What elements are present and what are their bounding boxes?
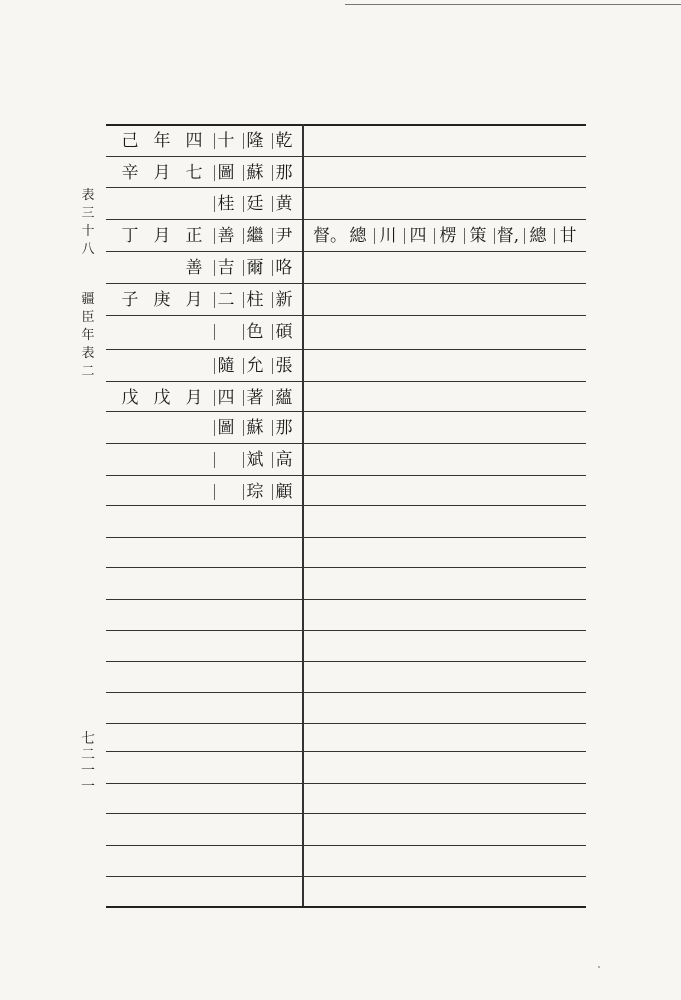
name-cell <box>116 253 144 283</box>
name-cell <box>116 317 144 347</box>
name-cell: 四 <box>185 131 203 151</box>
name-cell: 吉 <box>212 253 240 283</box>
office-cell: 甘 <box>553 221 583 251</box>
ruled-line <box>106 537 586 538</box>
name-cell: 允 <box>241 351 269 381</box>
name-cell <box>116 413 144 443</box>
ruled-line <box>106 845 586 846</box>
name-cell: 桂 <box>212 189 240 219</box>
name-cell: 咯 <box>270 253 298 283</box>
ruled-line <box>106 876 586 877</box>
name-cell: 年 <box>153 131 171 151</box>
name-cell: 蘇 <box>241 413 269 443</box>
name-cell <box>148 189 176 219</box>
name-cell <box>116 351 144 381</box>
ruled-line <box>106 283 586 284</box>
office-cell: 川 <box>373 221 403 251</box>
name-cell: 正 <box>185 226 203 246</box>
side-subtitle: 疆 臣 年 表 二 <box>81 292 95 379</box>
name-cell: 新 <box>270 285 298 315</box>
name-cell <box>116 477 144 507</box>
ruled-line <box>106 381 586 382</box>
name-cell: 高 <box>270 445 298 475</box>
name-cell <box>212 317 240 347</box>
name-cell <box>148 351 176 381</box>
name-cell <box>180 445 208 475</box>
name-cell: 那 <box>270 413 298 443</box>
name-cell: 色 <box>241 317 269 347</box>
name-cell <box>116 445 144 475</box>
ruled-line <box>106 349 586 350</box>
ruled-line <box>106 723 586 724</box>
office-cell: 總 <box>349 226 367 246</box>
name-cell: 黄 <box>270 189 298 219</box>
name-cell: 善 <box>185 258 203 278</box>
ruled-line <box>106 219 586 220</box>
ruled-line <box>106 315 586 316</box>
name-cell: 丁 <box>121 226 139 246</box>
name-cell: 月 <box>153 226 171 246</box>
name-cell: 庚 <box>153 290 171 310</box>
name-cell: 著 <box>241 383 269 413</box>
name-cell: 繼 <box>241 221 269 251</box>
ruled-line <box>106 443 586 444</box>
name-cell: 月 <box>185 388 203 408</box>
ruled-line <box>106 251 586 252</box>
page-number: 七 二 一 一 <box>81 731 95 795</box>
name-cell <box>148 413 176 443</box>
table-row <box>106 221 586 251</box>
ruled-line <box>106 906 586 908</box>
table-row <box>106 126 586 156</box>
table-row <box>106 158 586 188</box>
ruled-line <box>106 692 586 693</box>
table-row <box>106 351 586 381</box>
name-cell: 月 <box>153 163 171 183</box>
office-cell: 督。 <box>313 226 347 246</box>
name-cell <box>148 317 176 347</box>
table-row <box>106 253 586 283</box>
office-cell: 楞 <box>433 221 463 251</box>
name-cell: 蘊 <box>270 383 298 413</box>
ruled-line <box>106 156 586 157</box>
table-row <box>106 445 586 475</box>
name-cell: 碩 <box>270 317 298 347</box>
name-cell: 十 <box>212 126 240 156</box>
table-row <box>106 285 586 315</box>
side-title: 表 三 十 八 <box>81 188 95 257</box>
name-cell <box>148 253 176 283</box>
name-cell: 那 <box>270 158 298 188</box>
top-edge-line <box>345 4 681 5</box>
name-cell: 顧 <box>270 477 298 507</box>
name-cell: 隨 <box>212 351 240 381</box>
name-cell: 琮 <box>241 477 269 507</box>
ruled-line <box>106 599 586 600</box>
office-cell: 四 <box>403 221 433 251</box>
table-row <box>106 317 586 347</box>
name-cell: 辛 <box>121 163 139 183</box>
office-cell: 督, <box>493 221 523 251</box>
name-cell <box>180 317 208 347</box>
name-cell <box>180 189 208 219</box>
ruled-line <box>106 813 586 814</box>
name-cell: 月 <box>185 290 203 310</box>
name-cell: 蘇 <box>241 158 269 188</box>
name-cell: 二 <box>212 285 240 315</box>
ruled-line <box>106 475 586 476</box>
name-cell: 爾 <box>241 253 269 283</box>
office-cell: 總 <box>523 221 553 251</box>
name-cell: 圖 <box>212 413 240 443</box>
name-cell: 張 <box>270 351 298 381</box>
ruled-line <box>106 783 586 784</box>
name-cell: 尹 <box>270 221 298 251</box>
name-cell: 斌 <box>241 445 269 475</box>
name-cell: 四 <box>212 383 240 413</box>
table-row <box>106 477 586 507</box>
table-row <box>106 189 586 219</box>
name-cell: 七 <box>185 163 203 183</box>
name-cell: 柱 <box>241 285 269 315</box>
name-cell <box>180 477 208 507</box>
ruled-line <box>106 751 586 752</box>
name-cell <box>116 189 144 219</box>
name-cell: 戊 <box>153 388 171 408</box>
table-row <box>106 383 586 413</box>
ruled-line <box>106 661 586 662</box>
name-cell <box>148 477 176 507</box>
name-cell: 子 <box>121 290 139 310</box>
name-cell: 圖 <box>212 158 240 188</box>
speck <box>598 966 600 968</box>
office-cell: 策 <box>463 221 493 251</box>
ruled-line <box>106 630 586 631</box>
name-cell <box>180 413 208 443</box>
name-cell: 戊 <box>121 388 139 408</box>
table-row <box>106 413 586 443</box>
ruled-line <box>106 567 586 568</box>
name-cell <box>212 445 240 475</box>
name-cell: 善 <box>212 221 240 251</box>
name-cell: 廷 <box>241 189 269 219</box>
name-cell: 己 <box>121 131 139 151</box>
name-cell <box>148 445 176 475</box>
name-cell: 隆 <box>241 126 269 156</box>
name-cell <box>212 477 240 507</box>
name-cell: 乾 <box>270 126 298 156</box>
name-cell <box>180 351 208 381</box>
